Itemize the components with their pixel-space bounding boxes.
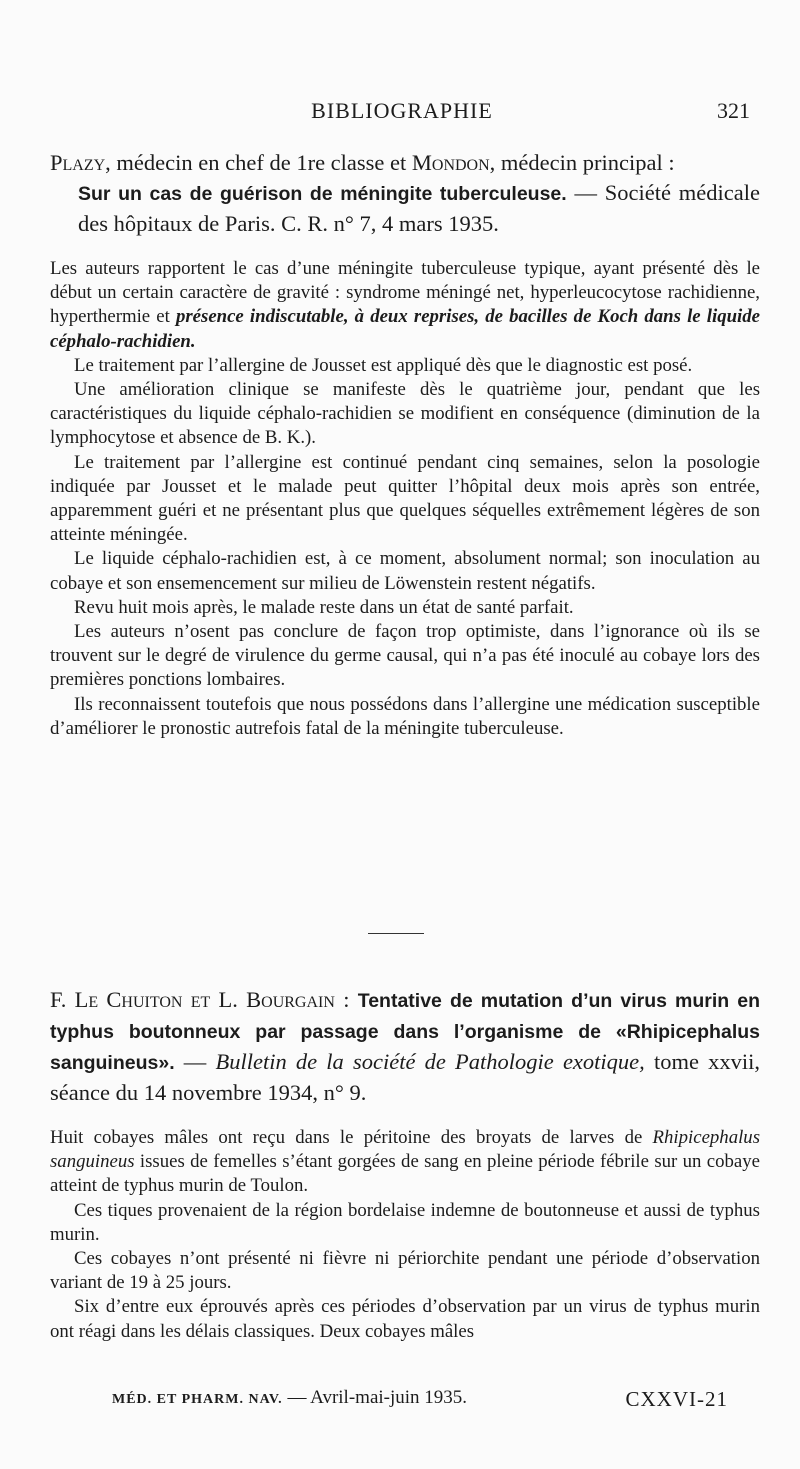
entry-1-author-2-role: , médecin principal : [489,150,675,175]
footer-journal [112,1387,467,1409]
entry-1-source: — Société médicale des hôpitaux de Paris. C. R. n° 7, 4 mars 1935. [78,180,760,236]
paragraph [50,1126,760,1199]
paragraph-text: Ces tiques provenaient de la région bordelaise indemne de boutonneuse et aussi de typhus murin. [50,1199,760,1245]
bibliography-entry-2 [50,985,760,1344]
paragraph-text: Huit cobayes mâles ont reçu dans le péritoine des broyats de larves de [50,1127,653,1148]
paragraph [50,620,760,693]
entry-1-heading [50,148,760,239]
paragraph-text: Une amélioration clinique se manifeste dès le quatrième jour, pendant que les caractéristiques du liquide céphalo-rachidien se modifient en conséquence (diminution de la lymphocytose et absence de B. K.). [50,379,760,449]
section-divider [368,933,424,934]
entry-2-dash: — [174,1049,216,1074]
paragraph-emphasis: présence indiscutable, à deux reprises, de bacilles de Koch dans le liquide céphalo-rachidien. [50,306,760,352]
paragraph [50,1247,760,1295]
entry-1-author-2: Mondon [411,150,490,175]
entry-1-author-1-role: , médecin en chef de 1re classe et [105,150,412,175]
page-number: 321 [717,98,750,123]
footer-date: — Avril-mai-juin 1935. [282,1387,468,1408]
entry-2-body [50,1126,760,1344]
entry-2-source: tome xxvii, séance du 14 novembre 1934, n° 9. [50,1049,761,1105]
paragraph [50,257,760,354]
entry-1-body [50,257,760,741]
paragraph [50,693,760,741]
entry-1-title: Sur un cas de guérison de méningite tuberculeuse. [78,183,567,205]
paragraph-text: Six d’entre eux éprouvés après ces périodes d’observation par un virus de typhus murin ont réagi dans les délais classiques. Deux cobayes mâles [50,1296,760,1342]
entry-2-heading [50,985,760,1108]
paragraph-text: Ils reconnaissent toutefois que nous possédons dans l’allergine une médication susceptible d’améliorer le pronostic autrefois fatal de la méningite tuberculeuse. [50,693,760,739]
paragraph [50,596,760,620]
entry-2-title: Tentative de mutation d’un virus murin en typhus boutonneux par passage dans l’organisme de «Rhipicephalus sanguineus». [50,990,761,1074]
paragraph [50,451,760,548]
paragraph-text: Les auteurs rapportent le cas d’une méningite tuberculeuse typique, ayant présenté dès le début un certain caractère de gravité : syndrome méningé net, hyperleucocytose rachidienne, hyperthermie et [50,258,760,328]
paragraph-text: Les auteurs n’osent pas conclure de façon trop optimiste, dans l’ignorance où ils se trouvent sur le degré de virulence du germe causal, qui n’a pas été inoculé au cobaye lors des premières ponctions lombaires. [50,621,760,691]
entry-2-journal: Bulletin de la société de Pathologie exotique, [215,1049,645,1074]
paragraph [50,354,760,378]
paragraph-text: Le traitement par l’allergine de Jousset est appliqué dès que le diagnostic est posé. [74,354,693,376]
paragraph-text: Le liquide céphalo-rachidien est, à ce moment, absolument normal; son inoculation au cobaye et son ensemencement sur milieu de Löwenstein restent négatifs. [50,548,760,594]
paragraph [50,378,760,451]
paragraph [50,547,760,595]
entry-2-authors: F. Le Chuiton et L. Bourgain : [50,987,350,1012]
footer-signature: CXXVI-21 [625,1387,728,1411]
paragraph-emphasis: Rhipicephalus sanguineus [50,1127,760,1173]
page-footer [112,1387,758,1415]
footer-journal-abbr: MÉD. ET PHARM. NAV. [112,1392,283,1407]
bibliography-entry-1 [50,148,760,741]
paragraph-text: Revu huit mois après, le malade reste dans un état de santé parfait. [74,596,574,618]
entry-1-author-1: Plazy [50,150,106,175]
page-header [54,98,750,128]
paragraph-text: issues de femelles s’étant gorgées de sang en pleine période fébrile sur un cobaye atteint de typhus murin de Toulon. [50,1151,760,1197]
paragraph [50,1199,760,1247]
entry-1-title-line [50,178,760,239]
paragraph [50,1295,760,1343]
paragraph-text: Ces cobayes n’ont présenté ni fièvre ni périorchite pendant une période d’observation variant de 19 à 25 jours. [50,1248,760,1294]
running-title: BIBLIOGRAPHIE [311,98,493,123]
paragraph-text: Le traitement par l’allergine est continué pendant cinq semaines, selon la posologie indiquée par Jousset et le malade peut quitter l’hôpital deux mois après son entrée, apparemment guéri et ne présentant plus que quelques séquelles extrêmement légères de son atteinte méningée. [50,451,760,546]
